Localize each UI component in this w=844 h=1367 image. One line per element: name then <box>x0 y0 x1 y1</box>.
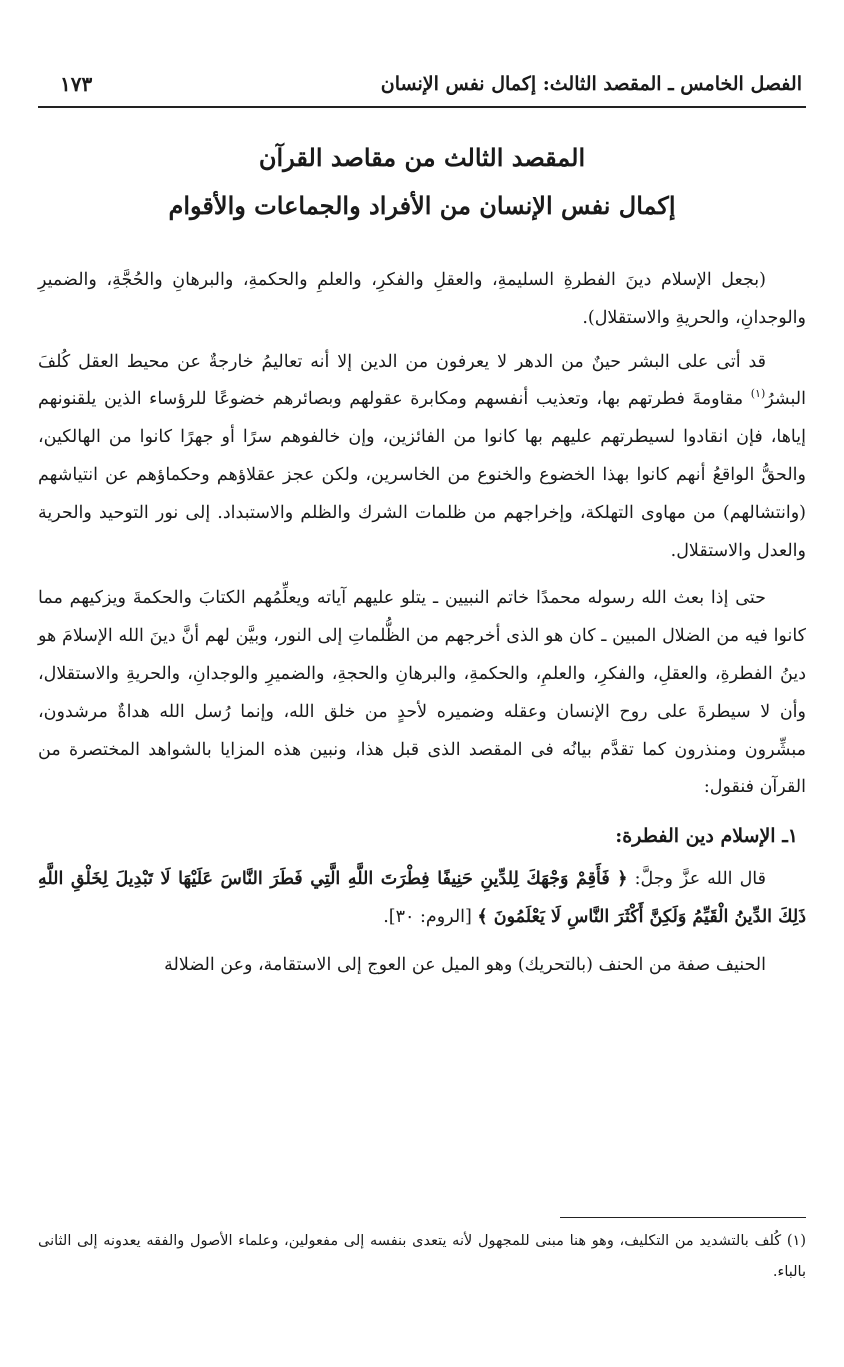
chapter-titles <box>38 138 806 226</box>
section-subtitle: إكمال نفس الإنسان من الأفراد والجماعات والأقوام <box>168 191 676 220</box>
verse-citation: [الروم: ٣٠]. <box>383 906 478 927</box>
verse-intro: قال الله عزَّ وجلَّ: <box>627 869 766 890</box>
footnote-divider <box>560 1217 806 1218</box>
subsection-heading: ١ـ الإسلام دين الفطرة: <box>615 825 798 848</box>
paragraph-2 <box>38 344 806 571</box>
abstract-paragraph: (بجعل الإسلام دينَ الفطرةِ السليمةِ، والعقلِ والفكرِ، والعلمِ والحكمةِ، والبرهانِ والحُجَّةِ، والضميرِ والوجدانِ، والحريةِ والاستقلال). <box>38 270 806 328</box>
paragraph-2-text-a: قد أتى على البشر حينٌ من الدهر لا يعرفون من الدين إلا أنه تعاليمُ خارجةٌ عن محيط العقل كُلفَ البشرُ <box>38 351 806 410</box>
running-header <box>38 62 806 108</box>
document-page <box>38 0 806 1367</box>
paragraph-5: الحنيف صفة من الحنف (بالتحريك) وهو الميل عن العوج إلى الاستقامة، وعن الضلالة <box>164 954 766 975</box>
body-text <box>38 262 806 995</box>
footnote-1: (١) كُلف بالتشديد من التكليف، وهو هنا مبنى للمجهول لأنه يتعدى بنفسه إلى مفعولين، وعلماء الأصول والفقه يعدونه إلى الثانى بالباء. <box>38 1233 806 1280</box>
running-title: الفصل الخامس ـ المقصد الثالث: إكمال نفس الإنسان <box>380 73 802 95</box>
section-title: المقصد الثالث من مقاصد القرآن <box>258 143 586 172</box>
paragraph-2-text-b: مقاومةَ فطرتهم بها، وتعذيب أنفسهم ومكابرة عقولهم وبصائرهم خضوعًا للرؤساء الذين يلقنونهم إياها، فإن انقادوا لسيطرتهم عليهم بها كانوا من الفائزين، وإن خالفوهم سرًا أو جهرًا كانوا من الهالكين، والحقُّ الواقعُ أنهم كانوا بهذا الخضوع والخنوع من الخاسرين، ولكن عجز عقلاؤهم وحكماؤهم عن انتياشهم (وانتشالهم) من مهاوى التهلكة، وإخراجهم من ظلمات الشرك والظلم والاستبداد. إلى نور التوحيد والحرية والعدل والاستقلال. <box>38 389 806 561</box>
page-number: ١٧٣ <box>60 72 93 96</box>
footnote-ref-1: (١) <box>750 387 766 401</box>
paragraph-3: حتى إذا بعث الله رسوله محمدًا خاتم النبيين ـ يتلو عليهم آياته ويعلِّمُهم الكتابَ والحكمةَ ويزكيهم مما كانوا فيه من الضلال المبين ـ كان هو الذى أخرجهم من الظُّلماتِ إلى النور، وبيَّن لهم أنَّ دينَ الله الإسلامَ هو دينُ الفطرةِ، والعقلِ، والفكرِ، والعلمِ، والحكمةِ، والبرهانِ والحجةِ، والضميرِ والوجدانِ، والحريةِ والاستقلال، وأن لا سيطرةَ على روح الإنسان وعقله وضميره لأحدٍ من خلق الله، وإنما رُسل الله هداةٌ مرشدون، مبشِّرون ومنذرون كما تقدَّم بيانُه فى المقصد الذى قبل هذا، ونبين هذه المزايا بالشواهد المختصرة من القرآن فنقول: <box>38 588 807 798</box>
quran-verse: ﴿ فَأَقِمْ وَجْهَكَ لِلدِّينِ حَنِيفًا فِطْرَتَ اللَّهِ الَّتِي فَطَرَ النَّاسَ عَلَيْهَا لَا تَبْدِيلَ لِخَلْقِ اللَّهِ ذَلِكَ الدِّينُ الْقَيِّمُ وَلَكِنَّ أَكْثَرَ النَّاسِ لَا يَعْلَمُونَ ﴾ <box>38 869 806 927</box>
footnotes <box>38 1226 806 1288</box>
paragraph-4 <box>38 861 806 937</box>
